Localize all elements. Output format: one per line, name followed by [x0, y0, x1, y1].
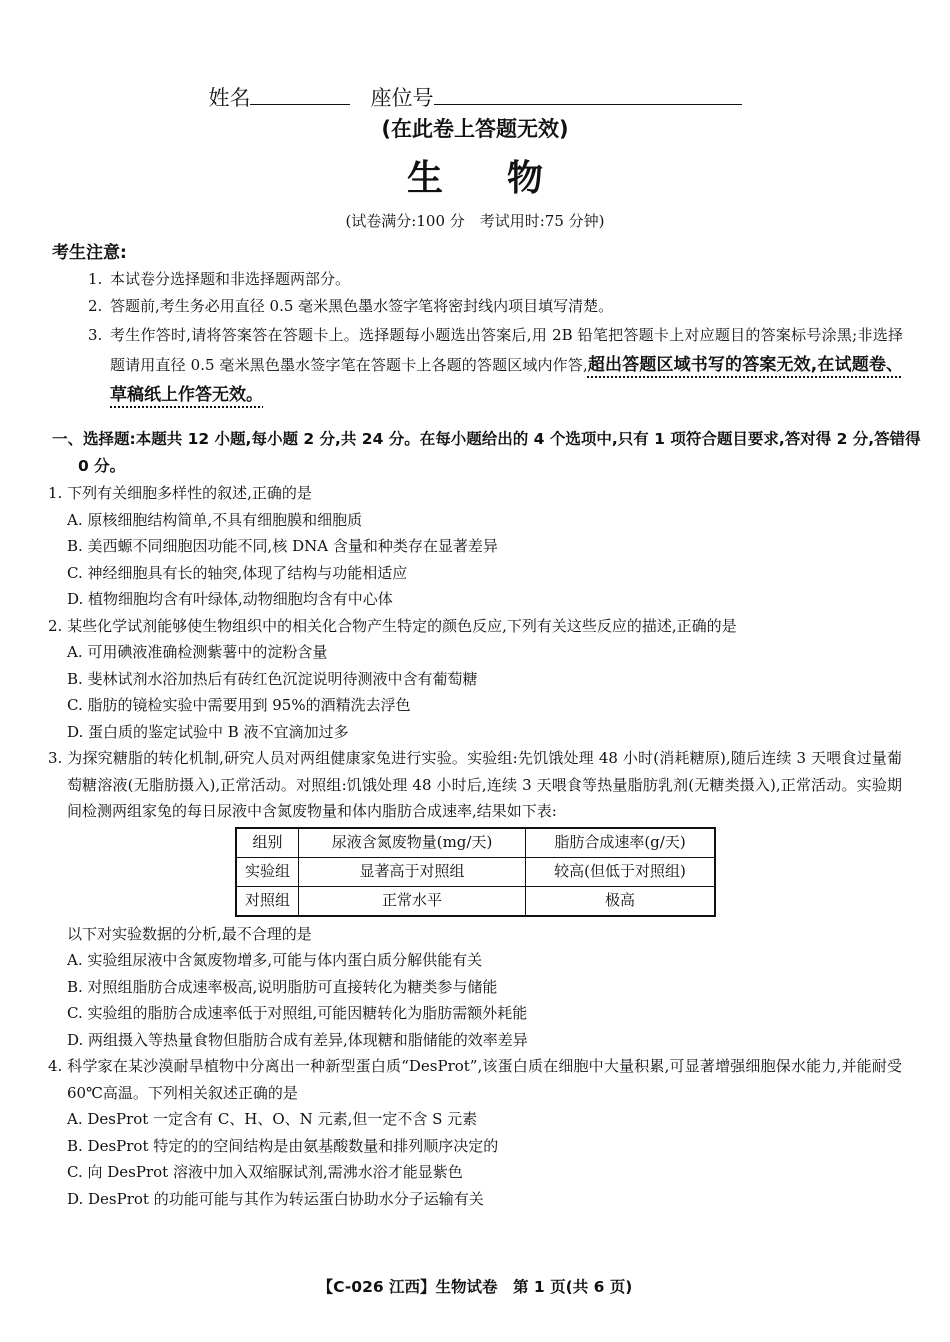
question-stem: 2. 某些化学试剂能够使生物组织中的相关化合物产生特定的颜色反应,下列有关这些反应的描述,正确的是: [48, 616, 737, 635]
option: D. DesProt 的功能可能与其作为转运蛋白协助水分子运输有关: [67, 1189, 484, 1208]
page-footer: 【C-026 江西】生物试卷 第 1 页(共 6 页): [317, 1278, 633, 1296]
question: [48, 1053, 902, 1212]
option: C. 神经细胞具有长的轴突,体现了结构与功能相适应: [67, 563, 408, 582]
table-header-row: [236, 828, 715, 858]
table-cell: 实验组: [236, 857, 299, 886]
table-cell: 较高(但低于对照组): [526, 857, 716, 886]
notice-num: 2.: [88, 297, 103, 315]
subject-title: 生物: [406, 158, 607, 199]
name-seat-line: [0, 82, 950, 112]
option: D. 植物细胞均含有叶绿体,动物细胞均含有中心体: [67, 590, 393, 608]
option: D. 两组摄入等热量食物但脂肪合成有差异,体现糖和脂储能的效率差异: [67, 1030, 528, 1049]
option: B. 美西螈不同细胞因功能不同,核 DNA 含量和种类存在显著差异: [67, 537, 498, 555]
notice-item: [88, 320, 903, 410]
table-cell: 对照组: [236, 886, 299, 916]
name-blank: [250, 86, 350, 105]
exam-meta: (试卷满分:100 分 考试用时:75 分钟): [345, 212, 605, 230]
question-stem: 3. 为探究糖脂的转化机制,研究人员对两组健康家兔进行实验。实验组:先饥饿处理 48 小时(消耗糖原),随后连续 3 天喂食过量葡萄糖溶液(无脂肪摄入),正常活动。对照组:饥饿处理 48 小时后,连续 3 天喂食等热量脂肪乳剂(无糖类摄入),正常活动。实验期间检测两组家兔的每日尿液中含氮废物量和体内脂肪合成速率,结果如下表:: [48, 749, 902, 820]
table-cell: 显著高于对照组: [299, 857, 526, 886]
option: B. 斐林试剂水浴加热后有砖红色沉淀说明待测液中含有葡萄糖: [67, 669, 478, 688]
question-list: [48, 480, 902, 1212]
question: [48, 480, 902, 613]
option: D. 蛋白质的鉴定试验中 B 液不宜滴加过多: [67, 722, 349, 741]
notice-text: 考生作答时,请将答案答在答题卡上。选择题每小题选出答案后,用 2B 铅笔把答题卡上对应题目的答案标号涂黑;非选择题请用直径 0.5 毫米黑色墨水签字笔在答题卡上各题的答题区域内作答,: [110, 326, 903, 374]
data-table: [235, 827, 716, 917]
question: [48, 745, 902, 1053]
notice-num: 3.: [88, 326, 103, 344]
table-row: [236, 857, 715, 886]
notice-list: [88, 266, 903, 410]
option: A. 可用碘液准确检测紫薯中的淀粉含量: [67, 643, 328, 661]
option: A. 原核细胞结构简单,不具有细胞膜和细胞质: [67, 510, 363, 529]
question-prompt: 以下对实验数据的分析,最不合理的是: [67, 924, 312, 943]
notice-item: [88, 266, 903, 293]
table-header: 脂肪合成速率(g/天): [526, 828, 716, 858]
option: A. 实验组尿液中含氮废物增多,可能与体内蛋白质分解供能有关: [67, 951, 483, 969]
section-heading: 一、选择题:本题共 12 小题,每小题 2 分,共 24 分。在每小题给出的 4 个选项中,只有 1 项符合题目要求,答对得 2 分,答错得 0 分。: [52, 430, 921, 475]
seat-blank: [434, 86, 742, 105]
invalid-note: (在此卷上答题无效): [381, 117, 569, 141]
notice-title: 考生注意:: [52, 243, 127, 263]
option: C. 脂肪的镜检实验中需要用到 95%的酒精洗去浮色: [67, 696, 411, 714]
table-header: 尿液含氮废物量(mg/天): [299, 828, 526, 858]
question: [48, 613, 902, 746]
option: B. DesProt 特定的的空间结构是由氨基酸数量和排列顺序决定的: [67, 1136, 499, 1155]
table-cell: 极高: [526, 886, 716, 916]
seat-label: 座位号: [370, 86, 434, 110]
notice-text: 答题前,考生务必用直径 0.5 毫米黑色墨水签字笔将密封线内项目填写清楚。: [110, 297, 614, 315]
option: A. DesProt 一定含有 C、H、O、N 元素,但一定不含 S 元素: [67, 1110, 478, 1128]
name-label: 姓名: [208, 86, 251, 110]
option: C. 向 DesProt 溶液中加入双缩脲试剂,需沸水浴才能显紫色: [67, 1163, 463, 1181]
table-row: [236, 886, 715, 916]
option: C. 实验组的脂肪合成速率低于对照组,可能因糖转化为脂肪需额外耗能: [67, 1004, 528, 1022]
question-stem: 4. 科学家在某沙漠耐旱植物中分离出一种新型蛋白质“DesProt”,该蛋白质在细胞中大量积累,可显著增强细胞保水能力,并能耐受 60℃高温。下列相关叙述正确的是: [48, 1057, 902, 1102]
notice-item: [88, 293, 903, 320]
table-header: 组别: [236, 828, 299, 858]
question-stem: 1. 下列有关细胞多样性的叙述,正确的是: [48, 484, 312, 502]
notice-num: 1.: [88, 270, 103, 288]
table-cell: 正常水平: [299, 886, 526, 916]
notice-text: 本试卷分选择题和非选择题两部分。: [110, 270, 351, 288]
notice-emphasis: 超出答题区域书写的答案无效,在试题卷、草稿纸上作答无效。: [110, 355, 903, 405]
option: B. 对照组脂肪合成速率极高,说明脂肪可直接转化为糖类参与储能: [67, 977, 498, 996]
